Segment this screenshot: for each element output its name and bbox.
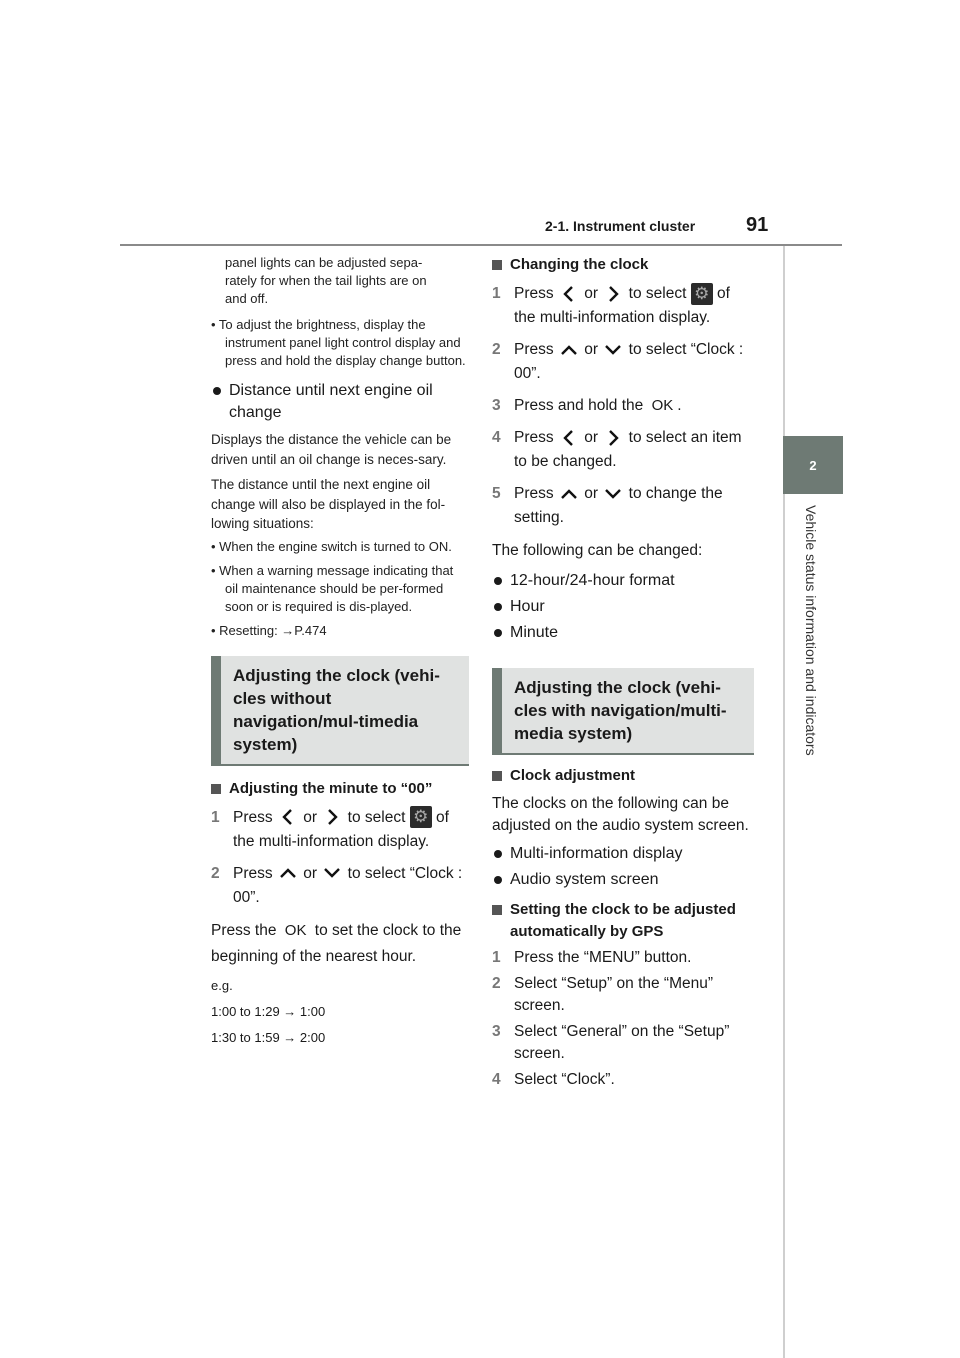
step-text: or — [584, 429, 599, 446]
step-text: to change the setting. — [514, 485, 723, 526]
step-text: Select “General” on the “Setup” screen. — [514, 1023, 730, 1062]
chevron-up-icon — [558, 486, 580, 502]
chevron-right-icon — [321, 806, 343, 828]
step-number: 5 — [492, 485, 501, 502]
step-text: Press — [514, 341, 554, 358]
right-step-1 — [492, 282, 754, 330]
page-number: 91 — [746, 214, 769, 236]
minute-heading: Adjusting the minute to “00” — [211, 778, 469, 800]
chapter-title: Vehicle status information and indicators — [803, 505, 819, 756]
chevron-up-icon — [277, 865, 299, 881]
right-column — [492, 254, 754, 1095]
step-text: to select “Clock : 00”. — [233, 864, 463, 906]
gear-icon: ⚙ — [410, 806, 432, 828]
oil-bullet: • When the engine switch is turned to ON. — [211, 538, 452, 554]
list-item: Multi-information display — [492, 843, 754, 865]
left-column — [211, 254, 469, 1054]
ok-instruction — [211, 918, 469, 970]
step-number: 1 — [492, 285, 501, 302]
example-label: e.g. — [211, 977, 233, 993]
chevron-right-icon — [602, 427, 624, 449]
resetting-link[interactable]: • Resetting: →P.474 — [211, 622, 327, 638]
step-number: 3 — [492, 397, 501, 414]
step-text: Press — [514, 485, 554, 502]
chevron-left-icon — [558, 283, 580, 305]
step-text: Select “Setup” on the “Menu” screen. — [514, 975, 714, 1014]
list-item: Hour — [492, 596, 754, 618]
step-text: the multi-information display. — [233, 832, 430, 850]
chevron-right-icon — [602, 283, 624, 305]
step-text: to select — [347, 808, 406, 826]
gps-step-1 — [492, 947, 754, 969]
gps-step-4 — [492, 1069, 754, 1091]
step-text: Press — [233, 808, 273, 826]
right-step-2 — [492, 338, 754, 386]
list-item: 12-hour/24-hour format — [492, 570, 754, 592]
step-text: to select — [628, 285, 687, 302]
gps-step-3 — [492, 1021, 754, 1065]
list-item: Audio system screen — [492, 869, 754, 891]
right-step-3 — [492, 394, 754, 418]
oil-description: The distance until the next engine oil change will also be displayed in the fol-lowing situations: — [211, 477, 446, 531]
chapter-tab[interactable]: 2 — [783, 436, 843, 494]
section-box-no-navigation: Adjusting the clock (vehi-cles without navigation/mul-timedia system) — [211, 656, 469, 766]
chevron-down-icon — [321, 865, 343, 881]
step-text: of — [717, 285, 730, 302]
change-heading: Changing the clock — [492, 254, 754, 276]
step-text: Press — [233, 864, 273, 882]
step-text: Press and hold the — [514, 397, 644, 414]
gear-icon: ⚙ — [691, 283, 713, 305]
chevron-left-icon — [558, 427, 580, 449]
example-line: 1:30 to 1:59 → 2:00 — [211, 1029, 326, 1045]
section-title: 2-1. Instrument cluster — [545, 218, 696, 234]
right-step-5 — [492, 482, 754, 530]
step-number: 4 — [492, 429, 501, 446]
side-divider — [783, 246, 785, 1358]
left-step-1 — [211, 806, 469, 854]
list-item: Minute — [492, 622, 754, 644]
step-text: or — [303, 808, 318, 826]
left-step-2 — [211, 862, 469, 910]
step-text: . — [677, 397, 682, 414]
ok-button-label: OK — [651, 397, 674, 414]
step-text: to select an item to be changed. — [514, 429, 742, 470]
step-number: 1 — [492, 949, 501, 966]
step-number: 3 — [492, 1023, 501, 1040]
following-text: The following can be changed: — [492, 542, 703, 559]
intro-line: and off. — [225, 291, 269, 306]
intro-line: rately for when the tail lights are on — [225, 273, 427, 288]
step-text: the multi-information display. — [514, 309, 711, 326]
chevron-up-icon — [558, 342, 580, 358]
clock-adjustment-heading: Clock adjustment — [492, 765, 754, 787]
step-text: or — [584, 485, 599, 502]
step-number: 1 — [211, 808, 220, 826]
step-number: 2 — [211, 864, 220, 882]
gps-heading: Setting the clock to be adjusted automatically by GPS — [492, 899, 754, 943]
clock-adjustment-description: The clocks on the following can be adjusted on the audio system screen. — [492, 795, 749, 834]
step-text: of — [436, 808, 449, 826]
step-text: Press — [514, 429, 554, 446]
example-line: 1:00 to 1:29 → 1:00 — [211, 1003, 326, 1019]
step-text: Press the “MENU” button. — [514, 949, 692, 966]
oil-description: Displays the distance the vehicle can be driven until an oil change is neces-sary. — [211, 432, 452, 467]
intro-text — [211, 254, 469, 308]
intro-line: panel lights can be adjusted sepa- — [225, 255, 423, 270]
step-number: 4 — [492, 1071, 501, 1088]
section-box-with-navigation: Adjusting the clock (vehi-cles with navigation/multi-media system) — [492, 668, 754, 755]
brightness-bullet: • To adjust the brightness, display the instrument panel light control display and press and hold the display change button. — [211, 317, 466, 368]
step-number: 2 — [492, 975, 501, 992]
chevron-left-icon — [277, 806, 299, 828]
step-text: or — [584, 285, 599, 302]
oil-bullet: • When a warning message indicating that oil maintenance should be per-formed soon or is required is dis-played. — [211, 562, 454, 614]
header-divider — [120, 244, 842, 246]
ok-button-label: OK — [284, 921, 307, 939]
step-text: or — [584, 341, 599, 358]
step-text: Press — [514, 285, 554, 302]
para-text: to set the clock to the beginning of the nearest hour. — [211, 921, 462, 965]
gps-step-2 — [492, 973, 754, 1017]
chevron-down-icon — [602, 486, 624, 502]
step-number: 2 — [492, 341, 501, 358]
chevron-down-icon — [602, 342, 624, 358]
right-step-4 — [492, 426, 754, 474]
step-text: Select “Clock”. — [514, 1071, 615, 1088]
step-text: to select “Clock : 00”. — [514, 341, 744, 382]
para-text: Press the — [211, 921, 277, 939]
oil-heading: Distance until next engine oil change — [211, 380, 469, 424]
step-text: or — [303, 864, 318, 882]
